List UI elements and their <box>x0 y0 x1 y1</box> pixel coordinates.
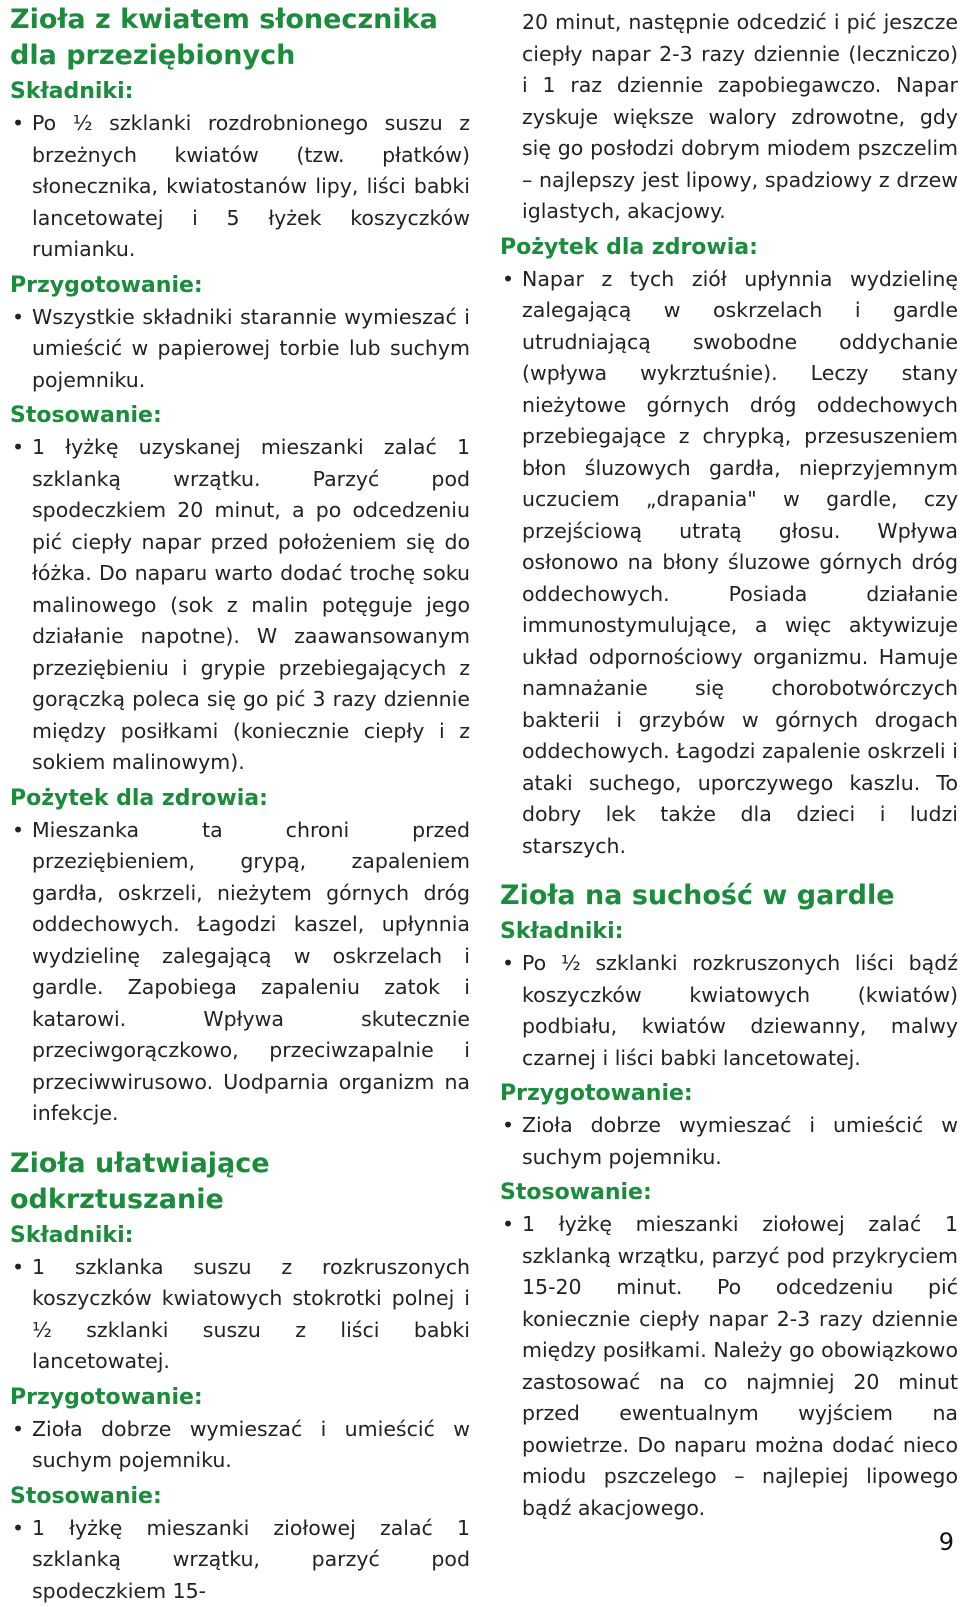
ingredients-item <box>10 108 470 266</box>
benefits-item <box>500 264 958 863</box>
preparation-item <box>10 302 470 397</box>
preparation-text: Zioła dobrze wymieszać i umieścić w suchym pojemniku. <box>32 1417 470 1473</box>
ingredients-text: Po ½ szklanki rozdrobnionego suszu z brzeżnych kwiatów (tzw. płatków) słonecznika, kwiatostanów lipy, liści babki lancetowatej i 5 łyżek koszyczków rumianku. <box>32 111 470 261</box>
benefits-text: Mieszanka ta chroni przed przeziębieniem, grypą, zapaleniem gardła, oskrzeli, nieżytem górnych dróg oddechowych. Łagodzi kaszel, upłynnia wydzielinę zalegającą w oskrzelach i gardle. Zapobiega zapaleniu zatok i katarowi. Wpływa skutecznie przeciwgorączkowo, przeciwzapalnie i przeciwwirusowo. Uodparnia organizm na infekcje. <box>32 818 470 1126</box>
usage-item <box>10 1513 470 1607</box>
ingredients-text: Po ½ szklanki rozkruszonych liści bądź koszyczków kwiatowych (kwiatów) podbiału, kwiatów dziewanny, malwy czarnej i liści babki lancetowatej. <box>522 951 958 1070</box>
usage-text: 1 łyżkę mieszanki ziołowej zalać 1 szklanką wrzątku, parzyć pod przykryciem 15-20 minut. Po odcedzeniu pić koniecznie ciepły napar 2-3 razy dziennie między posiłkami. Należy go obowiązkowo zastosować na co najmniej 20 minut przed ewentualnym wyjściem na powietrze. Do naparu można dodać nieco miodu pszczelego – najlepiej lipowego bądź akacjowego. <box>522 1212 958 1520</box>
bullet-icon: • <box>12 432 24 464</box>
recipe-title-dry-throat: Zioła na suchość w gardle <box>500 878 958 914</box>
page-number: 9 <box>939 1528 954 1556</box>
preparation-heading: Przygotowanie: <box>10 1382 470 1414</box>
preparation-item <box>500 1110 958 1173</box>
ingredients-heading: Składniki: <box>500 916 958 948</box>
benefits-heading: Pożytek dla zdrowia: <box>10 783 470 815</box>
right-column <box>500 0 958 1524</box>
bullet-icon: • <box>502 948 514 980</box>
bullet-icon: • <box>12 815 24 847</box>
usage-heading: Stosowanie: <box>10 1481 470 1513</box>
preparation-heading: Przygotowanie: <box>500 1078 958 1110</box>
left-column <box>10 0 470 1607</box>
usage-item <box>10 432 470 779</box>
ingredients-item <box>10 1252 470 1378</box>
ingredients-heading: Składniki: <box>10 1220 470 1252</box>
benefits-item <box>10 815 470 1130</box>
recipe-title-sunflower: Zioła z kwiatem słonecznika dla przeziębionych <box>10 2 470 74</box>
ingredients-item <box>500 948 958 1074</box>
usage-item <box>500 1209 958 1524</box>
usage-text: 20 minut, następnie odcedzić i pić jeszcze ciepły napar 2-3 razy dziennie (leczniczo) i 1 raz dziennie zapobiegawczo. Napar zyskuje większe walory zdrowotne, gdy się go posłodzi dobrym miodem pszczelim – najlepszy jest lipowy, spadziowy z drzew iglastych, akacjowy. <box>522 10 958 223</box>
preparation-item <box>10 1414 470 1477</box>
preparation-text: Wszystkie składniki starannie wymieszać i umieścić w papierowej torbie lub suchym pojemniku. <box>32 305 470 392</box>
bullet-icon: • <box>12 302 24 334</box>
usage-heading: Stosowanie: <box>500 1177 958 1209</box>
preparation-heading: Przygotowanie: <box>10 270 470 302</box>
benefits-heading: Pożytek dla zdrowia: <box>500 232 958 264</box>
recipe-title-expectorant: Zioła ułatwiające odkrztuszanie <box>10 1146 470 1218</box>
bullet-icon: • <box>502 1110 514 1142</box>
bullet-icon: • <box>12 108 24 140</box>
preparation-text: Zioła dobrze wymieszać i umieścić w suchym pojemniku. <box>522 1113 958 1169</box>
ingredients-heading: Składniki: <box>10 76 470 108</box>
bullet-icon: • <box>12 1252 24 1284</box>
benefits-text: Napar z tych ziół upłynnia wydzielinę zalegającą w oskrzelach i gardle utrudniającą swobodne oddychanie (wpływa wykrztuśnie). Leczy stany nieżytowe górnych dróg oddechowych przebiegające z chrypką, przesuszeniem błon śluzowych gardła, nieprzyjemnym uczuciem „drapania" w gardle, czy przejściową utratą głosu. Wpływa osłonowo na błony śluzowe górnych dróg oddechowych. Posiada działanie immunostymulujące, a więc aktywizuje układ odpornościowy organizmu. Hamuje namnażanie się chorobotwórczych bakterii i grzybów w górnych drogach oddechowych. Łagodzi zapalenie oskrzeli i ataki suchego, uporczywego kaszlu. To dobry lek także dla dzieci i ludzi starszych. <box>522 267 958 858</box>
usage-text: 1 łyżkę mieszanki ziołowej zalać 1 szklanką wrzątku, parzyć pod spodeczkiem 15- <box>32 1516 470 1603</box>
usage-heading: Stosowanie: <box>10 400 470 432</box>
usage-continuation <box>500 7 958 228</box>
usage-text: 1 łyżkę uzyskanej mieszanki zalać 1 szklanką wrzątku. Parzyć pod spodeczkiem 20 minut, a po odcedzeniu pić ciepły napar przed położeniem się do łóżka. Do naparu warto dodać trochę soku malinowego (sok z malin potęguje jego działanie napotne). W zaawansowanym przeziębieniu i grypie przebiegających z gorączką poleca się go pić 3 razy dziennie między posiłkami (koniecznie ciepły i z sokiem malinowym). <box>32 435 470 774</box>
bullet-icon: • <box>502 264 514 296</box>
ingredients-text: 1 szklanka suszu z rozkruszonych koszyczków kwiatowych stokrotki polnej i ½ szklanki suszu z liści babki lancetowatej. <box>32 1255 470 1374</box>
bullet-icon: • <box>502 1209 514 1241</box>
bullet-icon: • <box>12 1414 24 1446</box>
bullet-icon: • <box>12 1513 24 1545</box>
